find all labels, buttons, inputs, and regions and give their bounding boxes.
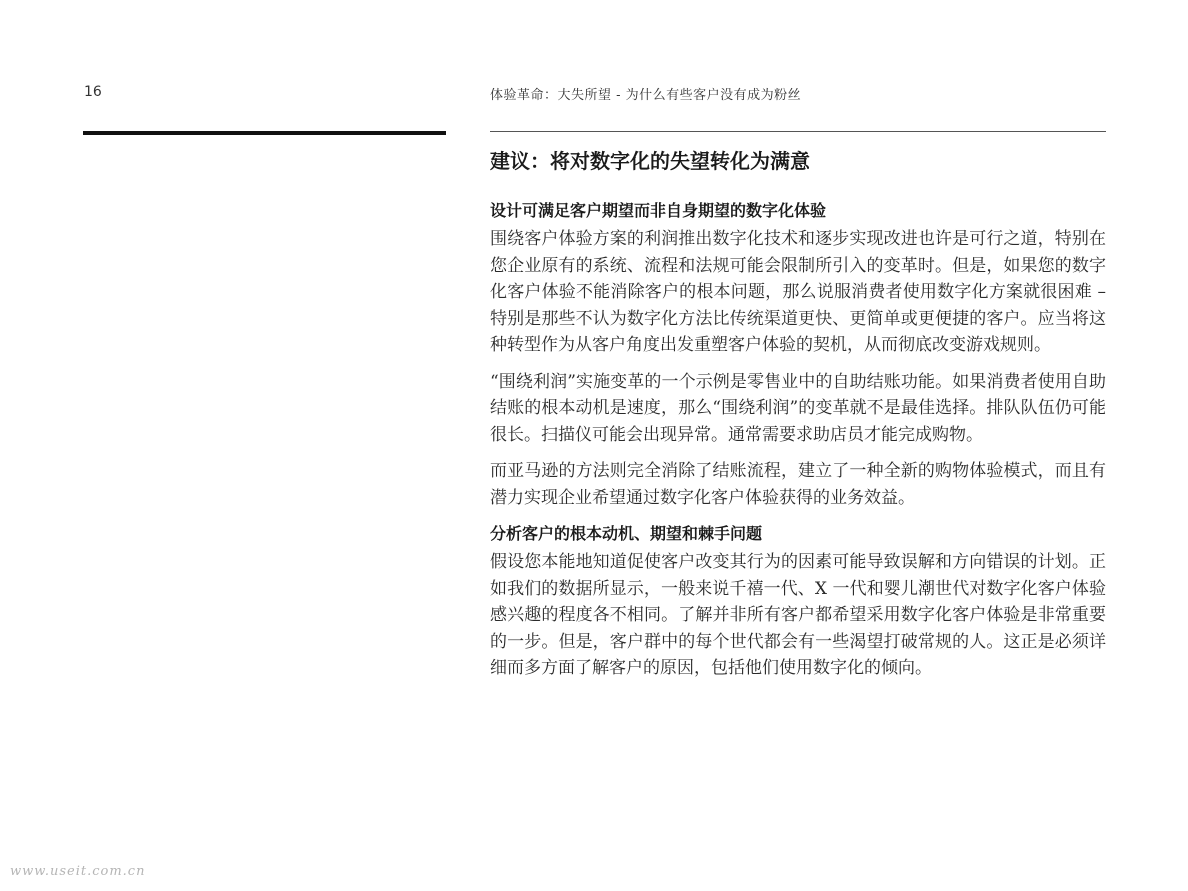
- article-title: 建议：将对数字化的失望转化为满意: [490, 149, 810, 173]
- page-number: 16: [84, 84, 102, 100]
- article-body: [490, 146, 1106, 692]
- paragraph: “围绕利润”实施变革的一个示例是零售业中的自助结账功能。如果消费者使用自助结账的根本动机是速度，那么“围绕利润”的变革就不是最佳选择。排队队伍仍可能很长。扫描仪可能会出现异常。通常需要求助店员才能完成购物。: [490, 371, 1106, 445]
- paragraph: 围绕客户体验方案的利润推出数字化技术和逐步实现改进也许是可行之道，特别在您企业原有的系统、流程和法规可能会限制所引入的变革时。但是，如果您的数字化客户体验不能消除客户的根本问题，那么说服消费者使用数字化方案就很困难 – 特别是那些不认为数字化方法比传统渠道更快、更简单或更便捷的客户。应当将这种转型作为从客户角度出发重塑客户体验的契机，从而彻底改变游戏规则。: [490, 229, 1106, 355]
- section-heading: 设计可满足客户期望而非自身期望的数字化体验: [490, 201, 827, 220]
- paragraph: 假设您本能地知道促使客户改变其行为的因素可能导致误解和方向错误的计划。正如我们的数据所显示，一般来说千禧一代、X 一代和婴儿潮世代对数字化客户体验感兴趣的程度各不相同。了解并非所有客户都希望采用数字化客户体验是非常重要的一步。但是，客户群中的每个世代都会有一些渴望打破常规的人。这正是必须详细而多方面了解客户的原因，包括他们使用数字化的倾向。: [490, 552, 1106, 678]
- running-header: 体验革命：大失所望 - 为什么有些客户没有成为粉丝: [490, 88, 802, 103]
- left-divider: [83, 131, 446, 135]
- paragraph: 而亚马逊的方法则完全消除了结账流程，建立了一种全新的购物体验模式，而且有潜力实现企业希望通过数字化客户体验获得的业务效益。: [490, 461, 1106, 508]
- watermark: www.useit.com.cn: [10, 864, 146, 879]
- right-divider: [490, 131, 1106, 132]
- section-heading: 分析客户的根本动机、期望和棘手问题: [490, 524, 763, 543]
